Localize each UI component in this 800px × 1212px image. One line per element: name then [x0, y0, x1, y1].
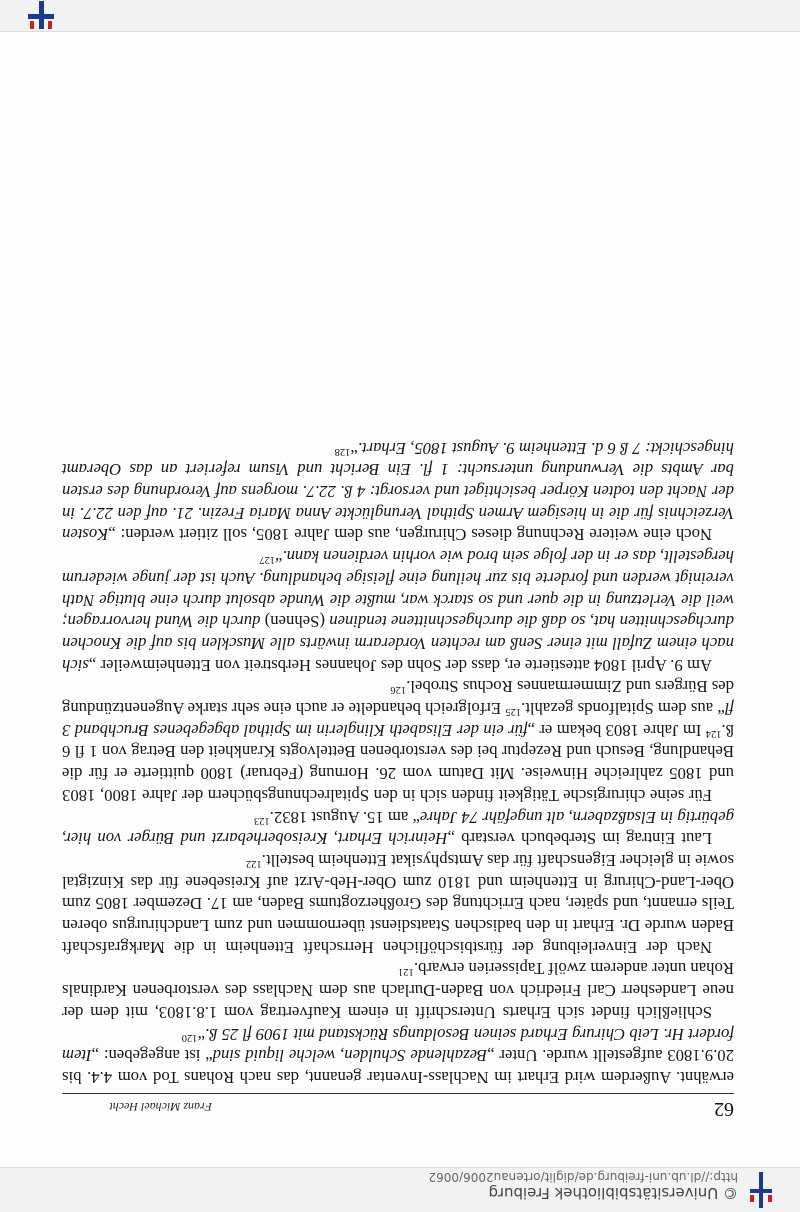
text-run: Im Jahre 1803 bekam er „: [527, 720, 706, 740]
running-head: Franz Michael Hecht: [109, 1100, 212, 1114]
text-run: Nach der Einverleibung der fürstbischöflichen Herrschaft Ettenheim in die Markgrafschaft Baden wurde Dr. Erhart in den badischen Staatsdienst übernommen und zum Landchirurgus oberen Teils ernannt, und später, nach Errichtung des Großherzogtums Baden, am 17. Dezember 1805 zum Ober-Land-Chirurg in Ettenheim und 1810 zum Ober-Heb-Arzt auf Kreisebene für das Kinzigtal sowie in gleicher Eigenschaft für das Amtsphysikat Ettenheim bestellt.: [62, 850, 734, 957]
text-run: “: [275, 547, 283, 567]
header-rule: [62, 1093, 734, 1094]
text-run: Für seine chirurgische Tätigkeit finden sich in den Spitalrechnungsbüchern der Jahre 1800, 1803 und 1805 zahlreiche Hinweise. Mit Datum vom 26. Hornung (Februar) 1800 quittierte er für die Behandlung, Besuch und Rezeptur bei des verstorbenen Bettelvogts Krankheit den Betrag von 1 fl 6 ß.: [62, 720, 734, 805]
paragraph: [62, 958, 734, 1023]
text-run: “ aus dem Spitalfonds gezahlt.: [521, 699, 725, 719]
footnote-ref: 127: [259, 554, 275, 566]
quoted-source: für ein der Elisabeth Klinglerin im Spithal abgegebenes Bruchband 3 fl: [62, 699, 734, 740]
paragraph: [62, 1023, 734, 1088]
footnote-ref: 123: [253, 814, 270, 826]
viewer-footer: [0, 0, 800, 32]
text-run: erwähnt. Außerdem wird Erhart im Nachlass-Inventar genannt, das nach Rohans Tod vom 4.4. bis 20.9.1803 aufgestellt wurde. Unter „: [62, 1046, 734, 1087]
paragraph: [62, 676, 734, 806]
viewer-header: [0, 1167, 800, 1212]
footnote-ref: 124: [705, 727, 722, 739]
quoted-source: sich nach einem Zufall mit einer Senß am rechten Vorderarm inwärts alle Muscklen bis auf die Knochen durchgeschnitten hat, so daß die durchgeschnittene tendinen: [62, 612, 734, 675]
text-run: Am 9. April 1804 attestierte er, dass der Sohn des Johannes Herbstreit von Ettenheimweiler „: [88, 655, 712, 675]
quoted-source: Item fordert Hr. Leib Chirurg Erhard seinen Besoldungs Rückstand mit 1909 fl 25 ß.: [61, 1024, 734, 1066]
quoted-source: Bezahlende Schulden, welche liquid sind: [212, 1046, 488, 1066]
quoted-source: durch die Wund hervorragen; weil die Verletzung in die quer und so starck war, mußte die Wunde absolut durch eine blutige Nath vereinigt werden und forderte bis zur heilung eine fleisige behandlung. Auch ist der junge wiederum hergestellt, das er in der folge sein brod wie vorhin verdienen kann.: [62, 547, 734, 632]
footnote-ref: 128: [334, 445, 351, 457]
text-run: Schließlich findet sich Erharts Unterschrift in einem Kaufvertrag vom 1.8.1803, mit dem der neue Landesherr Carl Friedrich von Baden-Durlach aus dem Nachlass des verstorbenen Kardinals Rohan unter anderem zwölf Tapisserien erwarb.: [62, 959, 734, 1022]
paragraph: [62, 806, 734, 849]
text-run: Noch eine weitere Rechnung dieses Chirurgen, aus dem Jahre 1805, soll zitiert werden: „: [108, 525, 712, 545]
quoted-source: Kosten Verzeichnis für die in hiesigem Armen Spithal Verunglückte Anna Maria Frezin. 21. auf den 22.7. in der Nacht den todten Körper besichtiget und versorgt: 4 ß. 22.7. morgens auf Verordnung des ersten bar Ambts die Verwundung untersucht: 1 fl. Ein Bericht und Visum referiert an das Oberamt hingeschickt: 7 ß 6 d. Ettenheim 9. August 1805, Erhart.: [62, 438, 734, 545]
paragraph: [62, 849, 734, 958]
text-run: “: [350, 438, 358, 458]
text-run: “: [197, 1024, 205, 1044]
text-run: (Sehnen): [260, 612, 330, 632]
footnote-ref: 125: [505, 706, 522, 718]
footnote-ref: 120: [181, 1031, 198, 1043]
footnote-ref: 126: [390, 684, 407, 696]
footnote-ref: 121: [398, 966, 414, 978]
library-logo-icon: [750, 1172, 772, 1208]
library-logo-icon: [28, 1, 54, 29]
quoted-source: Heinrich Erhart, Kreisoberhebarzt und Bürger von hier, gebürtig in Elsaßzabern, alt ungefähr 74 Jahre: [62, 807, 734, 849]
text-run: “ am 15. August 1832.: [269, 807, 420, 827]
paragraph: [62, 437, 734, 546]
text-run: “ ist angegeben: „: [91, 1046, 213, 1066]
text-run: Laut Eintrag im Sterbebuch verstarb „: [447, 829, 712, 849]
document-url[interactable]: http://dl.ub.uni-freiburg.de/diglit/ortenau2006/0062: [428, 1170, 738, 1184]
paragraph: [62, 545, 734, 675]
text-run: Erfolgreich behandelte er auch eine sehr starke Augenentzündung des Bürgers und Zimmermannes Rochus Strobel.: [62, 677, 734, 719]
footnote-ref: 122: [246, 857, 262, 869]
page-number: 62: [714, 1098, 734, 1120]
body-text: [62, 437, 734, 1088]
library-credit: © Universitätsbibliothek Freiburg: [488, 1184, 738, 1202]
